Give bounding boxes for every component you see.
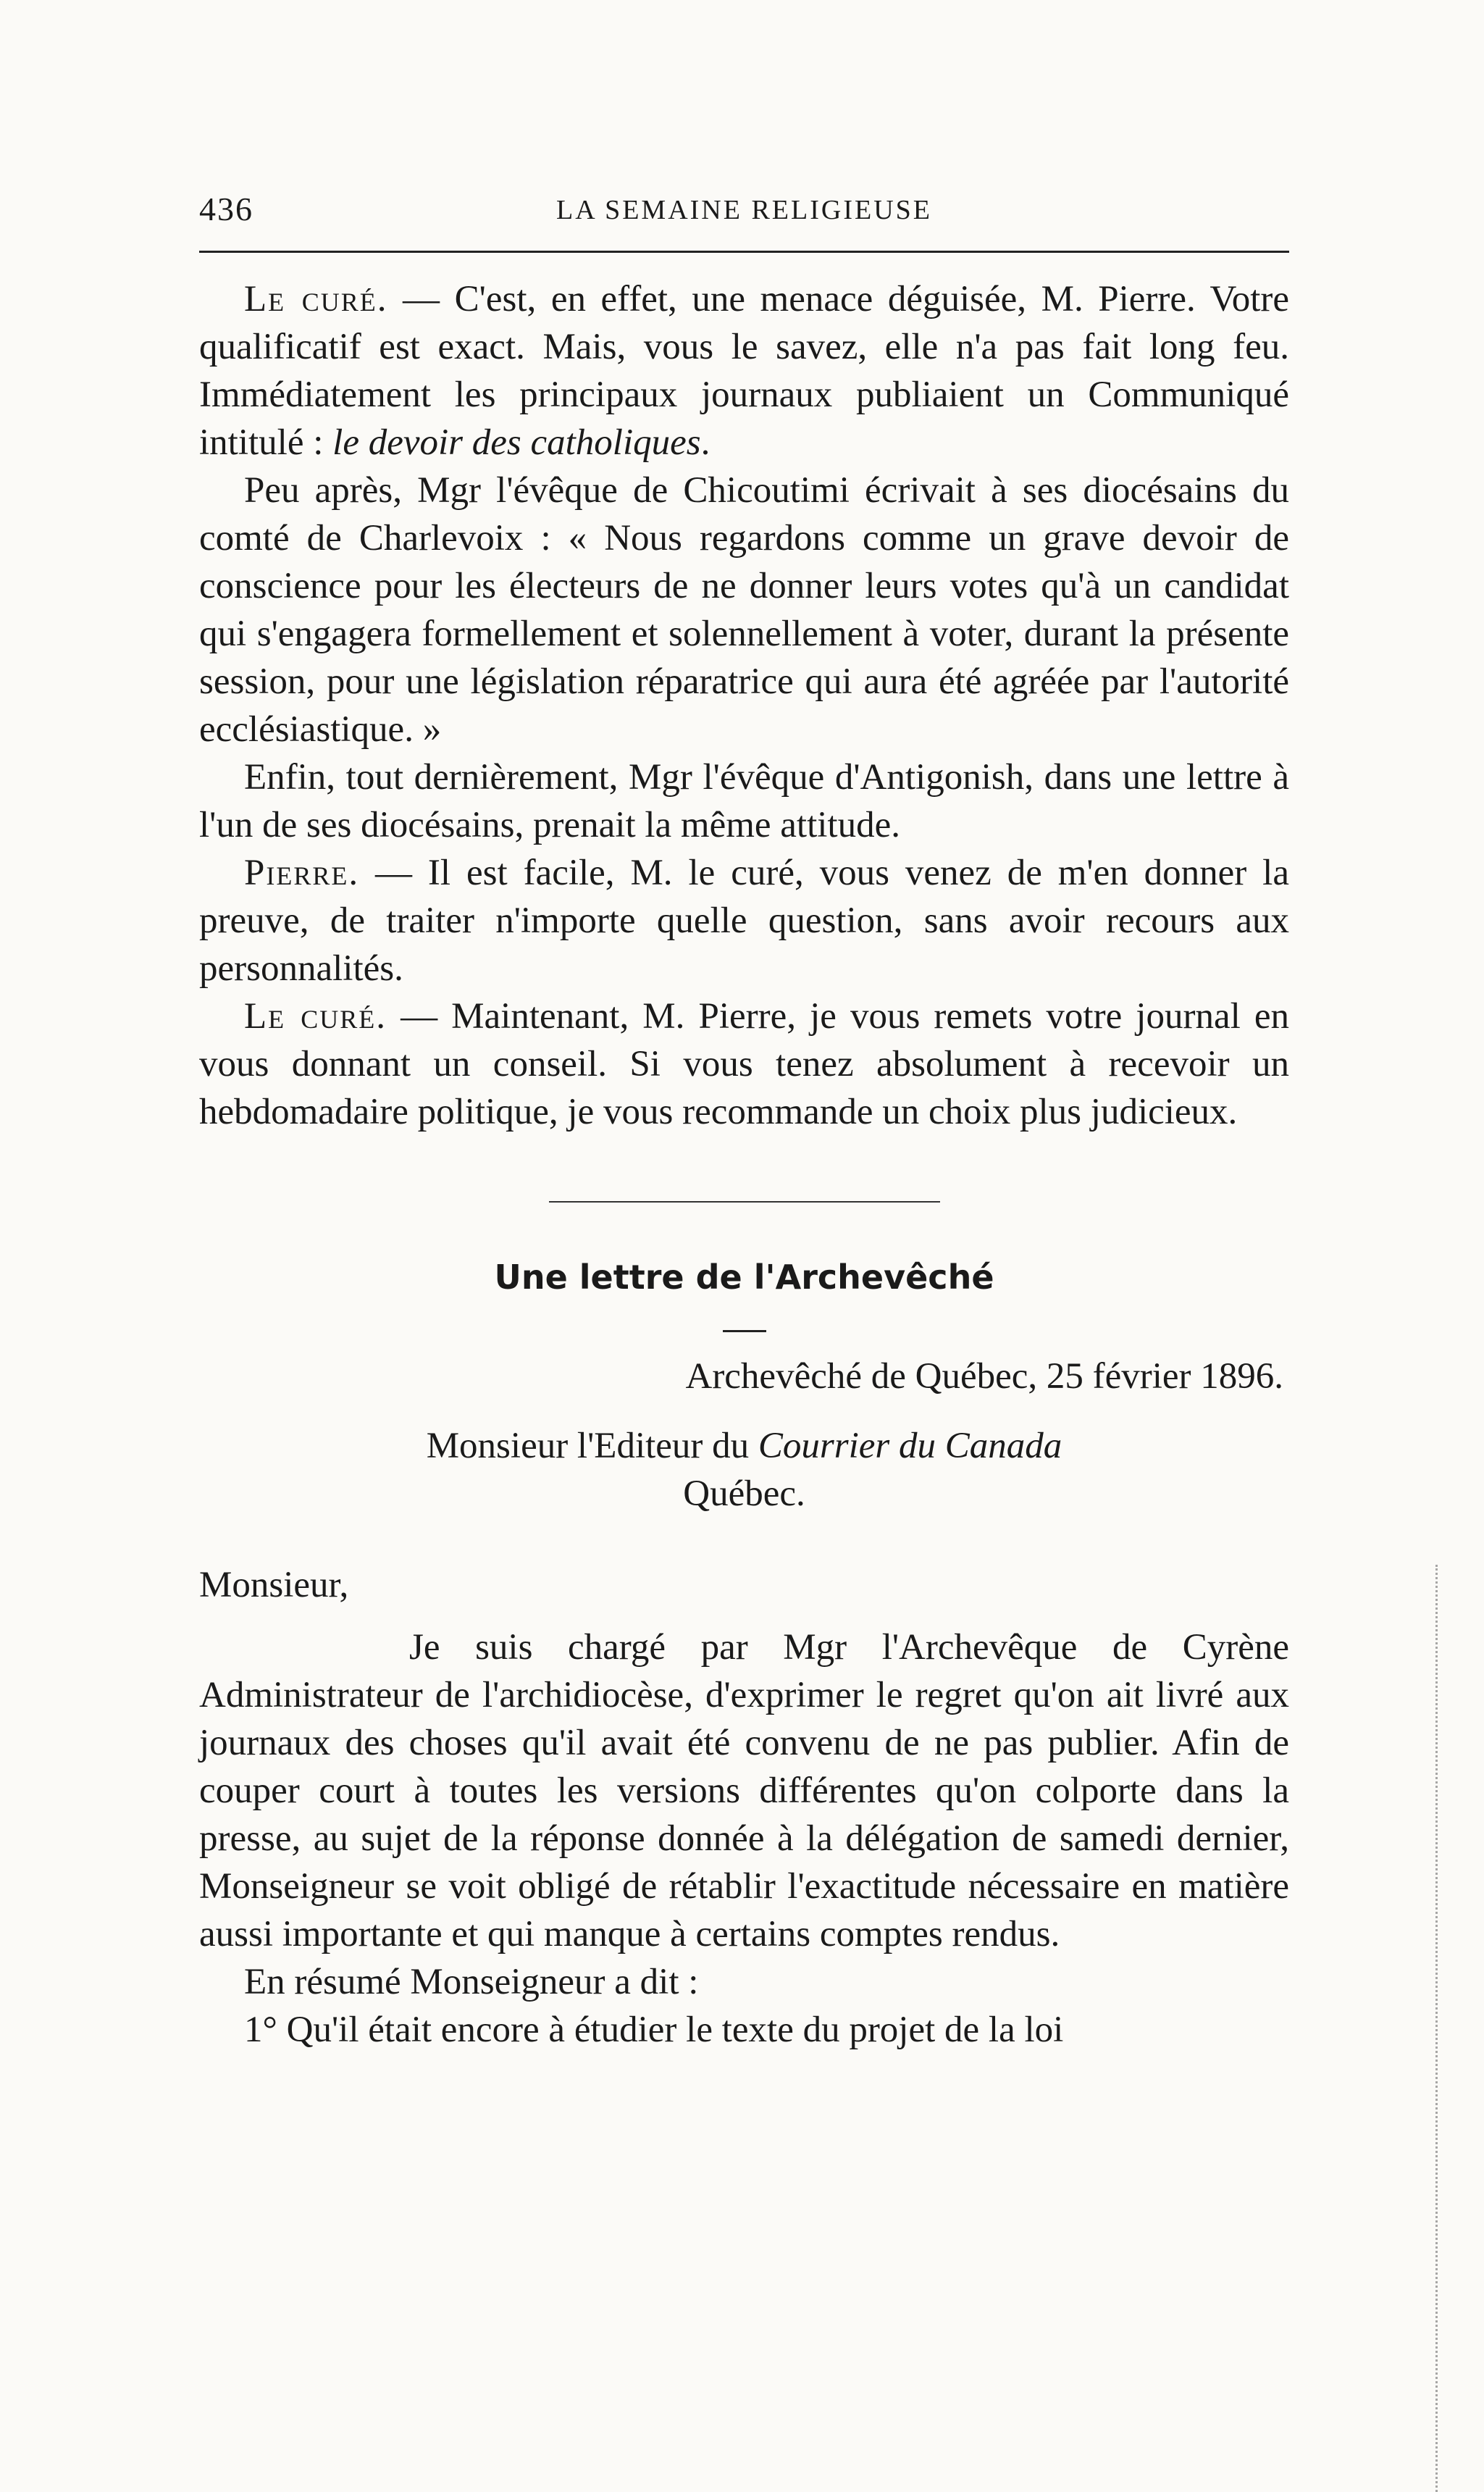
newspaper-name: Courrier du Canada — [758, 1426, 1062, 1466]
page-edge-mark — [1435, 1565, 1442, 2492]
section-title: Une lettre de l'Archevêché — [494, 1258, 994, 1297]
speaker-label: Pierre. — [244, 853, 360, 893]
header-rule — [199, 251, 1289, 253]
dialogue-text: — C'est, en effet, une menace déguisée, M. Pierre. Votre qualificatif est exact. Mais, vous le savez, elle n'a pas fait long feu. Immédiatement les principaux journaux publiaient un Communiqué intitulé : — [199, 279, 1289, 463]
summary-intro: En résumé Monseigneur a dit : — [244, 1962, 699, 2002]
dialogue-pierre — [199, 849, 1289, 992]
running-title: LA SEMAINE RELIGIEUSE — [556, 195, 932, 225]
speaker-label: Le curé. — [244, 279, 388, 319]
section-divider — [549, 1201, 940, 1203]
dialogue-text: — Il est facile, M. le curé, vous venez de m'en donner la preuve, de traiter n'importe quelle question, sans avoir recours aux personnalités. — [199, 853, 1289, 989]
communique-title: le devoir des catholiques — [332, 422, 701, 463]
page-body — [199, 275, 1289, 2054]
addressee-prefix: Monsieur l'Editeur du — [426, 1426, 758, 1466]
dialogue-text: — Maintenant, M. Pierre, je vous remets votre journal en vous donnant un conseil. Si vous tenez absolument à recevoir un hebdomadaire politique, je vous recommande un choix plus judicieux. — [199, 996, 1289, 1132]
summary-point-1: 1° Qu'il était encore à étudier le texte du projet de la loi — [244, 2010, 1064, 2050]
letter-dateline: Archevêché de Québec, 25 février 1896. — [685, 1356, 1283, 1397]
dialogue-end: . — [700, 422, 710, 463]
paragraph-antigonish: Enfin, tout dernièrement, Mgr l'évêque d'Antigonish, dans une lettre à l'un de ses diocésains, prenait la même attitude. — [199, 757, 1289, 845]
letter-addressee — [199, 1422, 1289, 1470]
speaker-label: Le curé. — [244, 996, 387, 1037]
page-number: 436 — [199, 191, 253, 227]
page-header — [199, 181, 1289, 232]
letter-body: Je suis chargé par Mgr l'Archevêque de Cyrène Administrateur de l'archidiocèse, d'exprimer le regret qu'on ait livré aux journaux des choses qu'il avait été convenu de ne pas publier. Afin de couper court à toutes les versions différentes qu'on colporte dans la presse, au sujet de la réponse donnée à la délégation de samedi dernier, Monseigneur se voit obligé de rétablir l'exactitude nécessaire en matière aussi importante et qui manque à certains comptes rendus. — [199, 1627, 1289, 1954]
letter-salutation: Monsieur, — [199, 1565, 349, 1605]
addressee-city: Québec. — [683, 1473, 805, 1514]
document-page — [199, 181, 1289, 2050]
paragraph-chicoutimi: Peu après, Mgr l'évêque de Chicoutimi écrivait à ses diocésains du comté de Charlevoix : « Nous regardons comme un grave devoir de conscience pour les électeurs de ne donner leurs votes qu'à un candidat qui s'engagera formellement et solennellement à voter, durant la présente session, pour une législation réparatrice qui aura été agréée par l'autorité ecclésiastique. » — [199, 470, 1289, 750]
title-rule — [723, 1330, 766, 1332]
dialogue-cure-1 — [199, 275, 1289, 467]
dialogue-cure-2 — [199, 992, 1289, 1136]
